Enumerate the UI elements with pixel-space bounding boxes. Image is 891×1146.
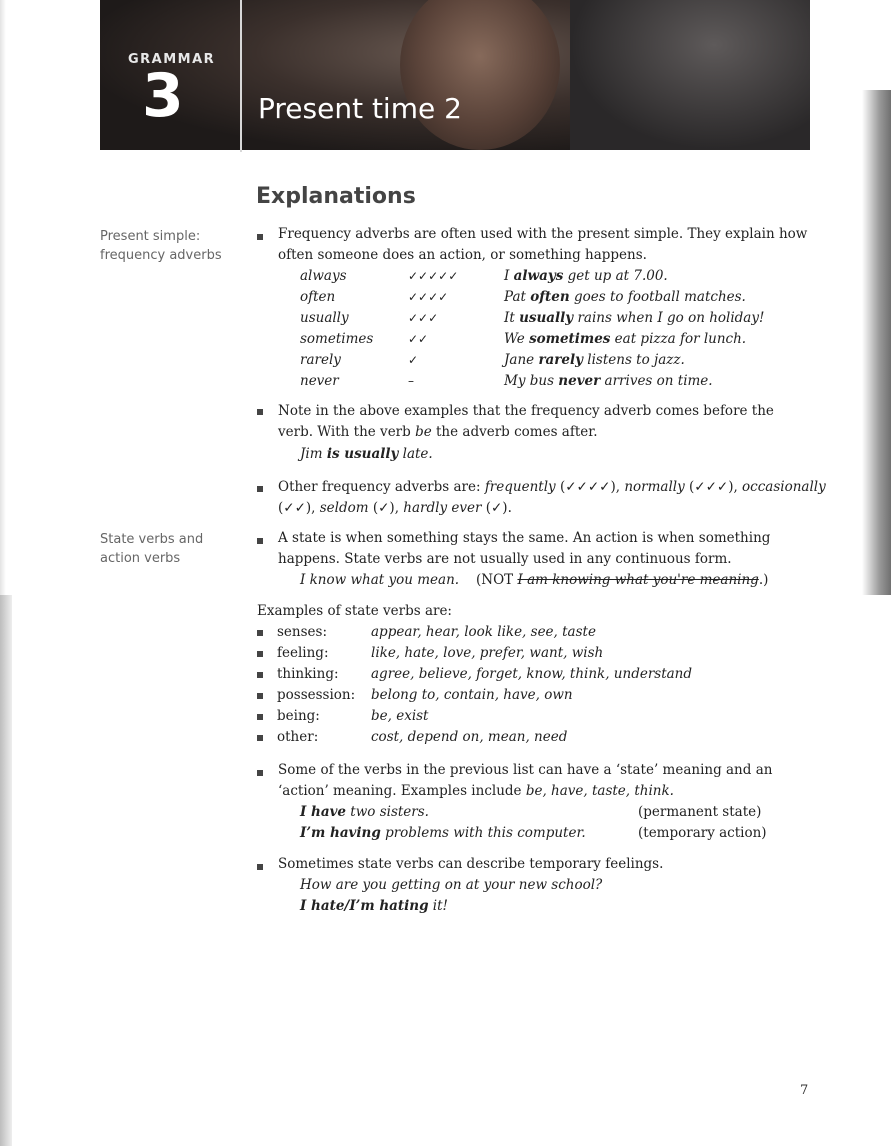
paragraph-line: (✓✓), seldom (✓), hardly ever (✓). [278, 500, 512, 516]
paragraph-line: happens. State verbs are not usually used in any continuous form. [278, 551, 732, 567]
paragraph-line: Other frequency adverbs are: frequently (✓✓✓✓), normally (✓✓✓), occasionally [278, 479, 826, 495]
side-heading-state: State verbs and action verbs [100, 532, 204, 566]
page-edge-shadow [0, 0, 6, 595]
page-number: 7 [800, 1083, 809, 1098]
bullet [257, 486, 263, 492]
page-edge-shadow-lower [0, 595, 12, 1146]
example-note: (temporary action) [638, 825, 767, 841]
paragraph-line: A state is when something stays the same. An action is when something [278, 530, 771, 546]
section-title: Explanations [256, 184, 416, 209]
example-sentence: I’m having problems with this computer. [300, 825, 586, 841]
unit-title: Present time 2 [258, 92, 462, 125]
paragraph-line: verb. With the verb be the adverb comes after. [278, 424, 598, 440]
example-sentence: How are you getting on at your new school? [300, 877, 603, 893]
paragraph-line: Frequency adverbs are often used with the present simple. They explain how [278, 226, 808, 242]
bullet [257, 864, 263, 870]
textbook-page: GRAMMAR 3 Present time 2 Explanations Present simple: frequency adverbs State verbs and action verbs Frequency adverbs are often used with the present simple. They explain how often someone does an action, or something happens. always ✓✓✓✓✓ I always get up at 7.00. often ✓✓✓✓ Pat often goes to football matches. usually ✓✓✓ It usually rains when I go on holiday! sometimes ✓✓ We sometimes eat pizza for lunch. rarely ✓ Jane rarely listens to jazz. never – My bus never arrives on time. Note in the above examples that the frequency adverb comes before the verb. With the verb be the adverb comes after. Jim is usually late. Other frequency adverbs are: frequently (✓✓✓✓), normally (✓✓✓), occasionally (✓✓), seldom (✓), hardly ever (✓). A state is when something stays the same. An action is when something happens. State verbs are not usually used in any continuous form. I know what you mean. (NOT I am knowing what you're meaning.) Examples of state verbs are: senses: appear, hear, look like, see, taste feeling: like, hate, love, prefer, want, wish thinking: agree, believe, forget, know, think, understand possession: belong to, contain, have, own being: be, exist other: cost, depend on, mean, need Some of the verbs in the previous list can have a ‘state’ meaning and an ‘action’ meaning. Examples include be, have, taste, think. I have two sisters. (permanent state) I’m having problems with this computer. (temporary action) Sometimes state verbs can describe temporary feelings. How are you getting on at your new school? I hate/I’m hating it! 7 [0, 0, 891, 1146]
paragraph-line: often someone does an action, or something happens. [278, 247, 647, 263]
bullet [257, 538, 263, 544]
paragraph-line: Sometimes state verbs can describe temporary feelings. [278, 856, 664, 872]
counter-example: (NOT I am knowing what you're meaning.) [476, 572, 769, 588]
side-heading-frequency: Present simple: frequency adverbs [100, 229, 222, 263]
bullet [257, 234, 263, 240]
example-sentence: I know what you mean. [300, 572, 460, 588]
example-sentence: I have two sisters. [300, 804, 429, 820]
bullet [257, 770, 263, 776]
paragraph-line: Note in the above examples that the frequency adverb comes before the [278, 403, 774, 419]
binding-shadow [862, 90, 891, 595]
unit-number: 3 [142, 61, 184, 131]
paragraph-line: Some of the verbs in the previous list can have a ‘state’ meaning and an [278, 762, 773, 778]
example-note: (permanent state) [638, 804, 762, 820]
header-divider [240, 0, 242, 152]
paragraph-line: ‘action’ meaning. Examples include be, have, taste, think. [278, 783, 674, 799]
grammar-label: GRAMMAR [128, 52, 216, 67]
examples-heading: Examples of state verbs are: [257, 603, 452, 619]
example-sentence: I hate/I’m hating it! [300, 898, 448, 914]
example-sentence: Jim is usually late. [300, 446, 433, 462]
header-photo [100, 0, 810, 150]
bullet [257, 409, 263, 415]
